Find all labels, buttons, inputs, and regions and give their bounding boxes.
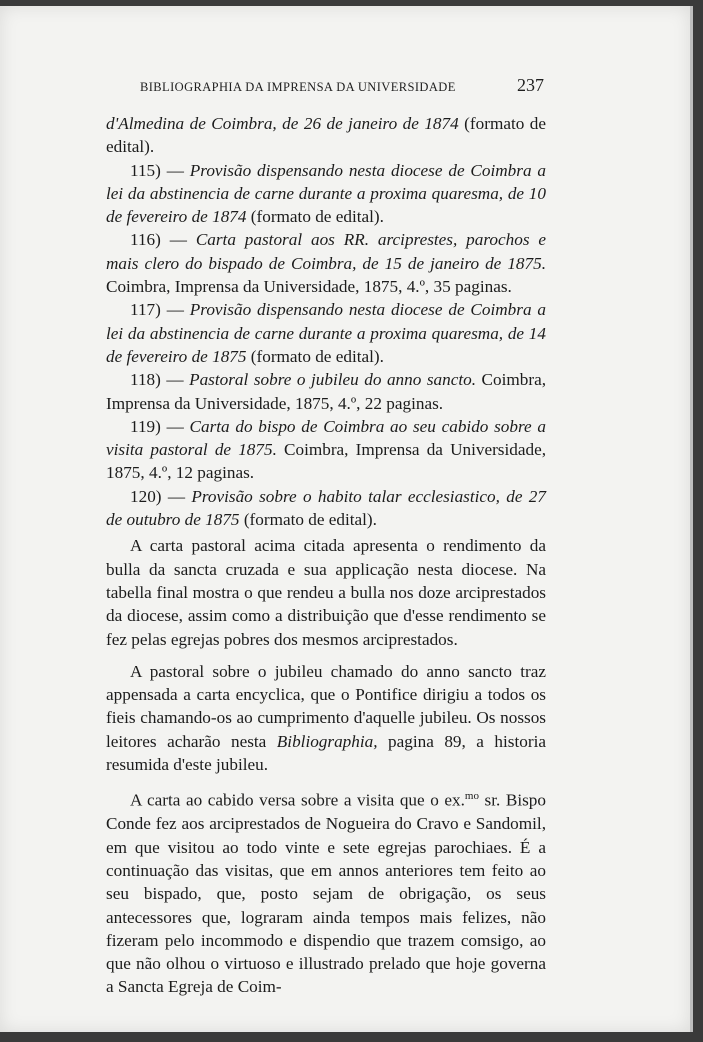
spacer <box>106 776 546 785</box>
entry-details: (formato de edital). <box>246 207 384 227</box>
entry-number: 119) — <box>130 416 190 436</box>
entry-title: Carta do bispo de Coimbra ao seu cabido sobre a visita pastoral de 1875. <box>106 416 546 460</box>
entry-title: Pastoral sobre o jubileu do anno sancto. <box>189 370 477 390</box>
page-body <box>106 112 546 999</box>
entry-details: Coimbra, Imprensa da Universidade, 1875, 4.º, 22 paginas. <box>106 370 546 413</box>
entry-details: (formato de edital). <box>106 114 546 157</box>
paragraph-bulla: A carta pastoral acima citada apresenta o rendimento da bulla da sancta cruzada e sua applicação nesta diocese. Na tabella final mostra o que rendeu a bulla nos doze arciprestados da diocese, assim como a distribuição que d'esse rendimento se fez pelas egrejas pobres dos mesmos arciprestados. <box>106 536 546 649</box>
entry-119 <box>106 415 546 485</box>
running-header <box>140 75 544 96</box>
entry-115 <box>106 159 546 229</box>
entry-details: (formato de edital). <box>239 510 377 530</box>
entry-117 <box>106 298 546 368</box>
entry-title: Provisão sobre o habito talar ecclesiastico, de 27 de outubro de 1875 <box>106 486 546 530</box>
page-number: 237 <box>517 75 544 95</box>
paragraph-visita <box>106 785 546 998</box>
spacer <box>106 651 546 660</box>
entry-details: Coimbra, Imprensa da Universidade, 1875, 4.º, 12 paginas. <box>106 440 546 483</box>
entry-number: 118) — <box>130 370 190 390</box>
entry-number: 116) — <box>130 230 196 250</box>
paragraph-text: pagina 89, a historia resumida d'este jubileu. <box>106 731 546 775</box>
paragraph-text: A pastoral sobre o jubileu chamado do anno sancto traz appensada a carta encyclica, que o Pontifice dirigiu a todos os fieis chamando-os ao cumprimento d'aquelle jubileu. Os nossos leitores acharão nesta <box>106 661 546 751</box>
entry-number: 120) — <box>130 486 192 506</box>
superscript: mo <box>464 790 479 803</box>
book-page <box>0 6 693 1032</box>
entry-118 <box>106 368 546 415</box>
paragraph-jubileu <box>106 660 546 776</box>
entry-title: Provisão dispensando nesta diocese de Coimbra a lei da abstinencia de carne durante a proxima quaresma, de 14 de fevereiro de 1875 <box>106 300 546 366</box>
entry-title: Carta pastoral aos RR. arciprestes, parochos e mais clero do bispado de Coimbra, de 15 de janeiro de 1875. <box>106 230 547 273</box>
work-title: Bibliographia, <box>276 731 378 751</box>
entry-120 <box>106 485 546 532</box>
entry-title: d'Almedina de Coimbra, de 26 de janeiro de 1874 <box>106 114 459 133</box>
entry-number: 115) — <box>130 160 190 180</box>
entry-title: Provisão dispensando nesta diocese de Coimbra a lei da abstinencia de carne durante a proxima quaresma, de 10 de fevereiro de 1874 <box>106 160 546 227</box>
entry-number: 117) — <box>130 300 190 320</box>
running-title: BIBLIOGRAPHIA DA IMPRENSA DA UNIVERSIDADE <box>140 80 456 94</box>
entry-details: Coimbra, Imprensa da Universidade, 1875, 4.º, 35 paginas. <box>106 277 512 297</box>
entry-continuation <box>106 112 546 159</box>
entry-details: (formato de edital). <box>246 346 384 366</box>
paragraph-text: A carta ao cabido versa sobre a visita que o ex. <box>130 791 465 811</box>
paragraph-text: sr. Bispo Conde fez aos arciprestados de Nogueira do Cravo e Sandomil, em que visitou ao todo vinte e sete egrejas parochiaes. É a continuação das visitas, que em annos anteriores tem feito ao seu bispado, que, posto sejam de obrigação, os seus antecessores que, lograram ainda tempos mais felizes, não fizeram pelo incommodo e dispendio que trazem comsigo, ao que não olhou o virtuoso e illustrado prelado que hoje governa a Sancta Egreja de Coim- <box>106 791 546 997</box>
entry-116 <box>106 228 546 298</box>
